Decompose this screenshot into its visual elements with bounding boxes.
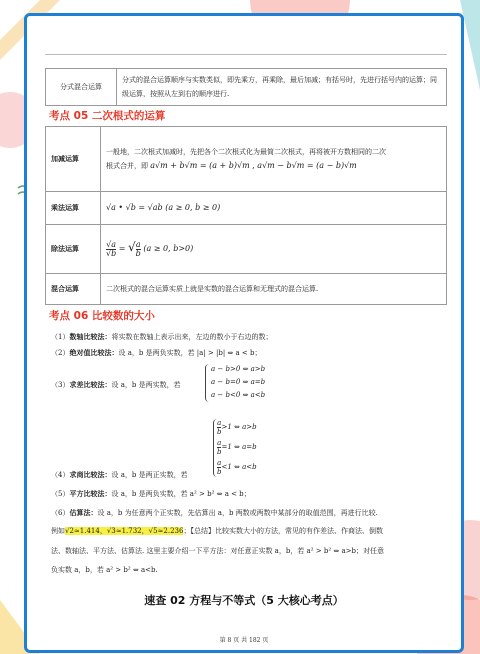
table-content: 分式的混合运算顺序与实数类似，即先乘方，再乘除，最后加减；有括号时，先进行括号内的运算；同级运算，按照从左到右的顺序进行.: [117, 69, 447, 106]
section-05-title: 考点 05 二次根式的运算: [49, 110, 166, 122]
fraction-mixed-table: [45, 68, 447, 106]
table-content: 二次根式的混合运算实质上就是实数的混合运算和无理式的混合运算.: [101, 274, 447, 305]
formula: √a • √b = √ab (a ≥ 0, b ≥ 0): [101, 192, 447, 225]
estimate-line-3: 负实数 a，b，若 a² > b² ⇔ a<b.: [51, 566, 158, 574]
table-row: [46, 69, 447, 106]
table-row: [46, 274, 447, 305]
estimate-line-1: 例如√2≈1.414，√3≈1.732，√5≈2.236；【总结】比较实数大小的方法，常见的有作差法、作商法、倒数: [51, 527, 383, 535]
list-item: （4）求商比较法：设 a，b 是两正实数，若: [51, 470, 188, 479]
table-content: [101, 127, 447, 192]
page-footer: 第 8 页 共 182 页: [219, 637, 269, 644]
row-text-prefix: 根式合并，即: [106, 162, 148, 170]
fraction: $\frac{a}{b}$: [135, 239, 141, 258]
table-row: [46, 225, 447, 274]
difference-cases: a − b>0 ⇔ a>b a − b=0 ⇔ a=b a − b<0 ⇔ a<b: [211, 365, 266, 399]
estimate-line-2: 法、数轴法、平方法、估算法. 这里主要介绍一下平方法：对任意正实数 a，b，若 a² > b² ⇔ a>b；对任意: [51, 547, 384, 555]
list-item: （1）数轴比较法：将实数在数轴上表示出来，左边的数小于右边的数；: [51, 332, 273, 341]
table-label: 混合运算: [46, 274, 101, 305]
list-item: （6）估算法：设 a，b 为任意两个正实数，先估算出 a，b 两数或两数中某部分的取值范围，再进行比较.: [51, 508, 378, 517]
table-label: 加减运算: [46, 127, 101, 192]
formula: a√m + b√m = (a + b)√m , a√m − b√m = (a − b)√m: [150, 161, 357, 170]
table-label: 乘法运算: [46, 192, 101, 225]
list-item: （5）平方比较法：设 a，b 是两负实数，若 a² > b² ⇔ a < b；: [51, 489, 251, 498]
table-row: [46, 127, 447, 192]
row-text: 一般地，二次根式加减时，先把各个二次根式化为最简二次根式，再将被开方数相同的二次: [106, 148, 386, 156]
next-section-title: 速查 02 方程与不等式（5 大核心考点）: [144, 594, 344, 607]
brace: [205, 364, 210, 402]
table-row: [46, 192, 447, 225]
table-label: 除法运算: [46, 225, 101, 274]
section-06-title: 考点 06 比较数的大小: [49, 310, 155, 322]
page-frame: [24, 13, 464, 653]
table-label: 分式混合运算: [46, 69, 117, 106]
list-item: （3）求差比较法：设 a，b 是两实数，若: [51, 380, 181, 389]
header-rule: [45, 54, 447, 55]
quotient-cases: $\frac{a}{b}$ >1 ⇔ a>b $\frac{a}{b}$ =1 ⇔ a=b $\frac{a}{b}$ <1 ⇔ a<b: [217, 418, 257, 476]
row-text-2: [106, 159, 441, 173]
list-item: （2）绝对值比较法：设 a，b 是两负实数，若 |a| > |b| ⇔ a < b；: [51, 348, 262, 357]
radical-operations-table: [45, 126, 447, 305]
highlighted-values: √2≈1.414，√3≈1.732，√5≈2.236: [65, 527, 184, 535]
fraction: $\frac{√a}{√b}$: [106, 239, 117, 258]
formula: $\frac{√a}{√b}$ = √ $\frac{a}{b}$ (a ≥ 0, b>0): [101, 225, 447, 274]
